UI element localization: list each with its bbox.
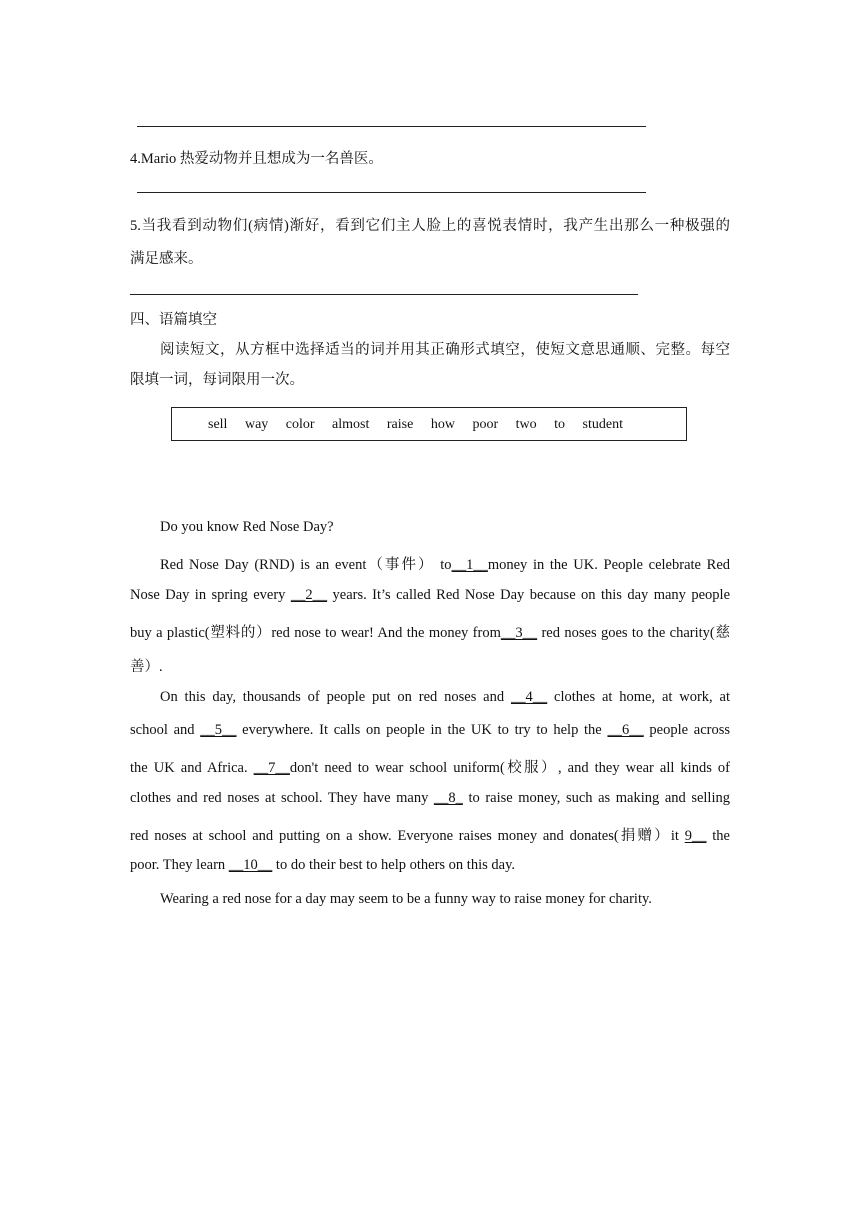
instruction-line1: 阅读短文，从方框中选择适当的词并用其正确形式填空，使短文意思通顺、完整。每空 xyxy=(160,342,730,358)
answer-line-4 xyxy=(137,192,646,193)
word-bank-item: to xyxy=(554,417,566,432)
blank-6[interactable]: __6__ xyxy=(607,722,644,738)
word-bank-box xyxy=(171,407,687,441)
blank-8[interactable]: __8_ xyxy=(433,790,463,806)
blank-7[interactable]: __7__ xyxy=(253,760,290,776)
passage-line-7: the UK and Africa. __7__don't need to wear school uniform(校服）, and they wear all kinds of xyxy=(130,760,730,776)
answer-line-3 xyxy=(137,126,646,127)
translation-item-5-line2: 满足感来。 xyxy=(130,251,203,267)
passage-line-5: On this day, thousands of people put on red noses and __4__ clothes at home, at work, at xyxy=(160,689,730,705)
passage-line-9: red noses at school and putting on a show. Everyone raises money and donates(捐赠）it 9__ the xyxy=(130,828,730,844)
blank-2[interactable]: __2__ xyxy=(290,587,328,603)
passage-title: Do you know Red Nose Day? xyxy=(160,519,334,535)
word-bank-item: how xyxy=(430,417,455,432)
passage-line-3: buy a plastic(塑料的）red nose to wear! And the money from__3__ red noses goes to the charity(慈 xyxy=(130,625,730,641)
passage-line-10: poor. They learn __10__ to do their best to help others on this day. xyxy=(130,857,516,873)
blank-10[interactable]: __10__ xyxy=(228,857,273,873)
word-bank-item: almost xyxy=(332,417,370,432)
word-bank-item: raise xyxy=(386,417,414,432)
word-bank-item: sell xyxy=(208,417,228,432)
blank-3[interactable]: __3__ xyxy=(500,625,538,641)
blank-1[interactable]: __1__ xyxy=(451,557,488,573)
passage-line-11: Wearing a red nose for a day may seem to be a funny way to raise money for charity. xyxy=(160,891,652,907)
section-title: 四、语篇填空 xyxy=(130,312,217,328)
word-bank-item: student xyxy=(582,417,623,432)
passage-line-4: 善）. xyxy=(130,659,163,675)
translation-item-5-line1: 5.当我看到动物们(病情)渐好，看到它们主人脸上的喜悦表情时，我产生出那么一种极强的 xyxy=(130,218,730,234)
word-bank-item: two xyxy=(515,417,537,432)
blank-5[interactable]: __5__ xyxy=(200,722,237,738)
word-bank-item: way xyxy=(244,417,269,432)
word-bank xyxy=(208,417,637,433)
word-bank-item: poor xyxy=(472,417,499,432)
translation-item-4: 4.Mario 热爱动物并且想成为一名兽医。 xyxy=(130,151,383,167)
blank-4[interactable]: __4__ xyxy=(510,689,548,705)
word-bank-item: color xyxy=(285,417,315,432)
passage-line-2: Nose Day in spring every __2__ years. It’s called Red Nose Day because on this day many people xyxy=(130,587,731,603)
passage-line-1: Red Nose Day (RND) is an event（事件） to__1__money in the UK. People celebrate Red xyxy=(160,557,730,573)
answer-line-5 xyxy=(130,294,638,295)
blank-9[interactable]: 9__ xyxy=(684,828,707,844)
instruction-line2: 限填一词，每词限用一次。 xyxy=(130,372,304,388)
passage-line-8: clothes and red noses at school. They have many __8_ to raise money, such as making and selling xyxy=(130,790,730,806)
passage-line-6: school and __5__ everywhere. It calls on people in the UK to try to help the __6__ people across xyxy=(130,722,731,738)
